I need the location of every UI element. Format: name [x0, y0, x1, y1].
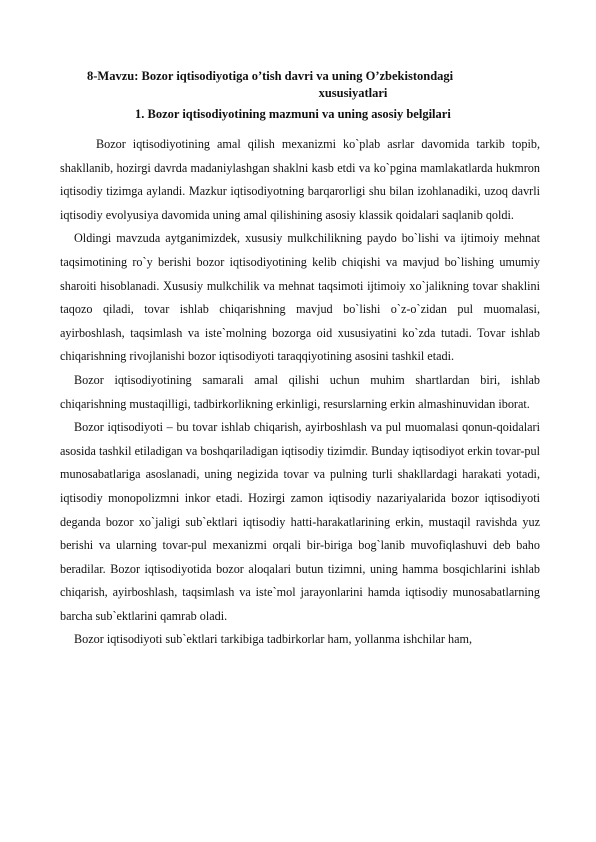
paragraph: Bozor iqtisodiyotining samarali amal qilishi uchun muhim shartlardan biri, ishlab chiqarishning mustaqilligi, tadbirkorlikning erkinligi, resurslarning erkin almashinuvidan iborat. — [60, 372, 540, 411]
body-text — [60, 133, 540, 652]
paragraph: Bozor iqtisodiyoti – bu tovar ishlab chiqarish, ayirboshlash va pul muomalasi qonun-qoidalari asosida tashkil etiladigan va boshqariladigan iqtisodiy tizimdir. Bunday iqtisodiyot erkin tovar-pul munosabatlariga asoslanadi, uning negizida tovar va pulning turli shakllardagi harakati yotadi, iqtisodiy monopolizmni inkor etadi. Hozirgi zamon iqtisodiy nazariyalarida bozor iqtisodiyoti deganda bozor xo`jaligi sub`ektlari iqtisodiy hatti-harakatlarining erkin, mustaqil ravishda yuz berishi va ularning tovar-pul mexanizmi orqali bir-biriga bog`lanib muvofiqlashuvi deb baho beradilar. Bozor iqtisodiyotida bozor aloqalari butun tizimni, uning hamma bosqichlarini ishlab chiqarish, ayirboshlash, taqsimlash va iste`mol jarayonlarini hamda iqtisodiy munosabatlarning barcha sub`ektlarini qamrab oladi. — [60, 420, 540, 623]
paragraph: Bozor iqtisodiyotining amal qilish mexanizmi ko`plab asrlar davomida tarkib topib, shakllanib, hozirgi davrda madaniylashgan shaklni kasb etdi va ko`pgina mamlakatlarda hukmron iqtisodiy tizimga aylandi. Mazkur iqtisodiyotning barqarorligi shu bilan izohlanadiki, uzoq davrli iqtisodiy evolyusiya davomida uning amal qilishining asosiy klassik qoidalari saqlanib qoldi. — [60, 137, 540, 222]
paragraph: Bozor iqtisodiyoti sub`ektlari tarkibiga tadbirkorlar ham, yollanma ishchilar ham, — [74, 632, 473, 647]
document-title-continuation: xususiyatlari — [318, 86, 388, 100]
document-title: 8-Mavzu: Bozor iqtisodiyotiga o’tish davri va uning O’zbekistondagi — [87, 69, 454, 83]
paragraph: Oldingi mavzuda aytganimizdek, xususiy mulkchilikning paydo bo`lishi va ijtimoiy mehnat taqsimotining ro`y berishi bozor iqtisodiyotining kelib chiqishi va mavjud bo`lishing umumiy sharoiti hisoblanadi. Xususiy mulkchilik va mehnat taqsimoti ijtimoiy xo`jalikning tovar shaklini taqozo qiladi, tovar ishlab chiqarishning mavjud bo`lishi o`z-o`zidan pul muomalasi, ayirboshlash, taqsimlash va iste`molning bozorga oid xususiyatini ko`zda tutadi. Tovar ishlab chiqarishning rivojlanishi bozor iqtisodiyoti taraqqiyotining asosini tashkil etadi. — [60, 231, 540, 364]
section-heading: 1. Bozor iqtisodiyotining mazmuni va uning asosiy belgilari — [135, 107, 451, 121]
